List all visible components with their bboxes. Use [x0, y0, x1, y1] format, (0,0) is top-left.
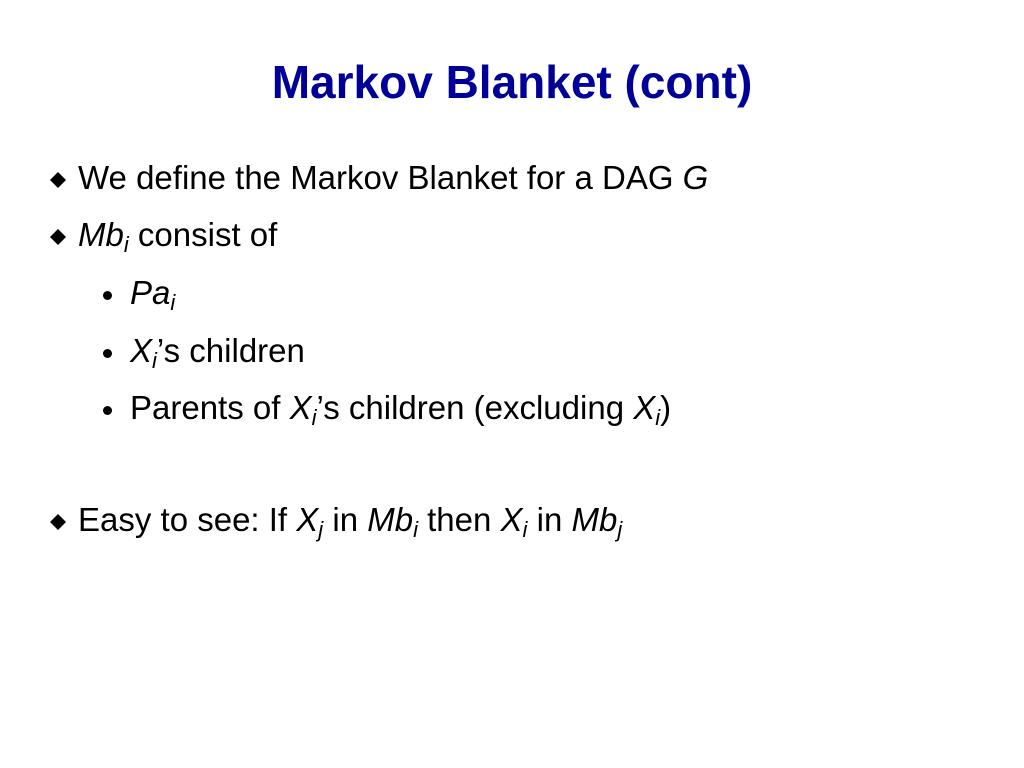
math-subscript: j — [318, 517, 324, 542]
math-var: G — [682, 159, 709, 196]
math-subscript: i — [655, 405, 661, 430]
dot-bullet-icon — [103, 349, 112, 358]
diamond-bullet-icon — [50, 172, 66, 188]
bullet-text: We define the Markov Blanket for a DAG — [78, 159, 683, 196]
bullet-define-markov-blanket — [78, 158, 708, 198]
bullet-text: consist of — [128, 216, 278, 253]
bullet-easy-to-see — [78, 500, 622, 540]
bullet-text: Parents of — [130, 389, 290, 426]
math-var: X — [296, 501, 319, 538]
math-subscript: i — [152, 348, 157, 373]
dot-bullet-icon — [103, 406, 112, 415]
bullet-text: ) — [660, 389, 672, 426]
math-var: Mb — [78, 216, 124, 253]
bullet-text: ’s children — [156, 332, 305, 369]
diamond-bullet-icon — [50, 229, 66, 245]
dot-bullet-icon — [103, 291, 112, 300]
math-subscript: j — [617, 517, 623, 542]
bullet-text: Easy to see: If — [78, 501, 297, 538]
math-subscript: i — [123, 232, 129, 257]
math-var: X — [130, 332, 153, 369]
math-subscript: i — [522, 517, 528, 542]
math-subscript: i — [413, 517, 418, 542]
math-var: X — [289, 389, 312, 426]
bullet-text: in — [527, 501, 572, 538]
bullet-text: then — [417, 501, 501, 538]
math-var: Mb — [571, 501, 618, 538]
math-subscript: i — [311, 405, 317, 430]
diamond-bullet-icon — [50, 514, 66, 530]
subbullet-parents — [130, 273, 175, 313]
bullet-text: in — [323, 501, 368, 538]
bullet-text: ’s children (excluding — [316, 389, 634, 426]
math-var: X — [500, 501, 523, 538]
subbullet-parents-of-children — [130, 388, 671, 428]
slide-title: Markov Blanket (cont) — [271, 56, 753, 108]
bullet-mb-consist-of — [78, 215, 277, 255]
subbullet-children — [130, 331, 305, 371]
math-var: X — [633, 389, 656, 426]
math-var: Mb — [367, 501, 414, 538]
math-subscript: i — [170, 290, 176, 315]
math-var: Pa — [130, 274, 171, 311]
